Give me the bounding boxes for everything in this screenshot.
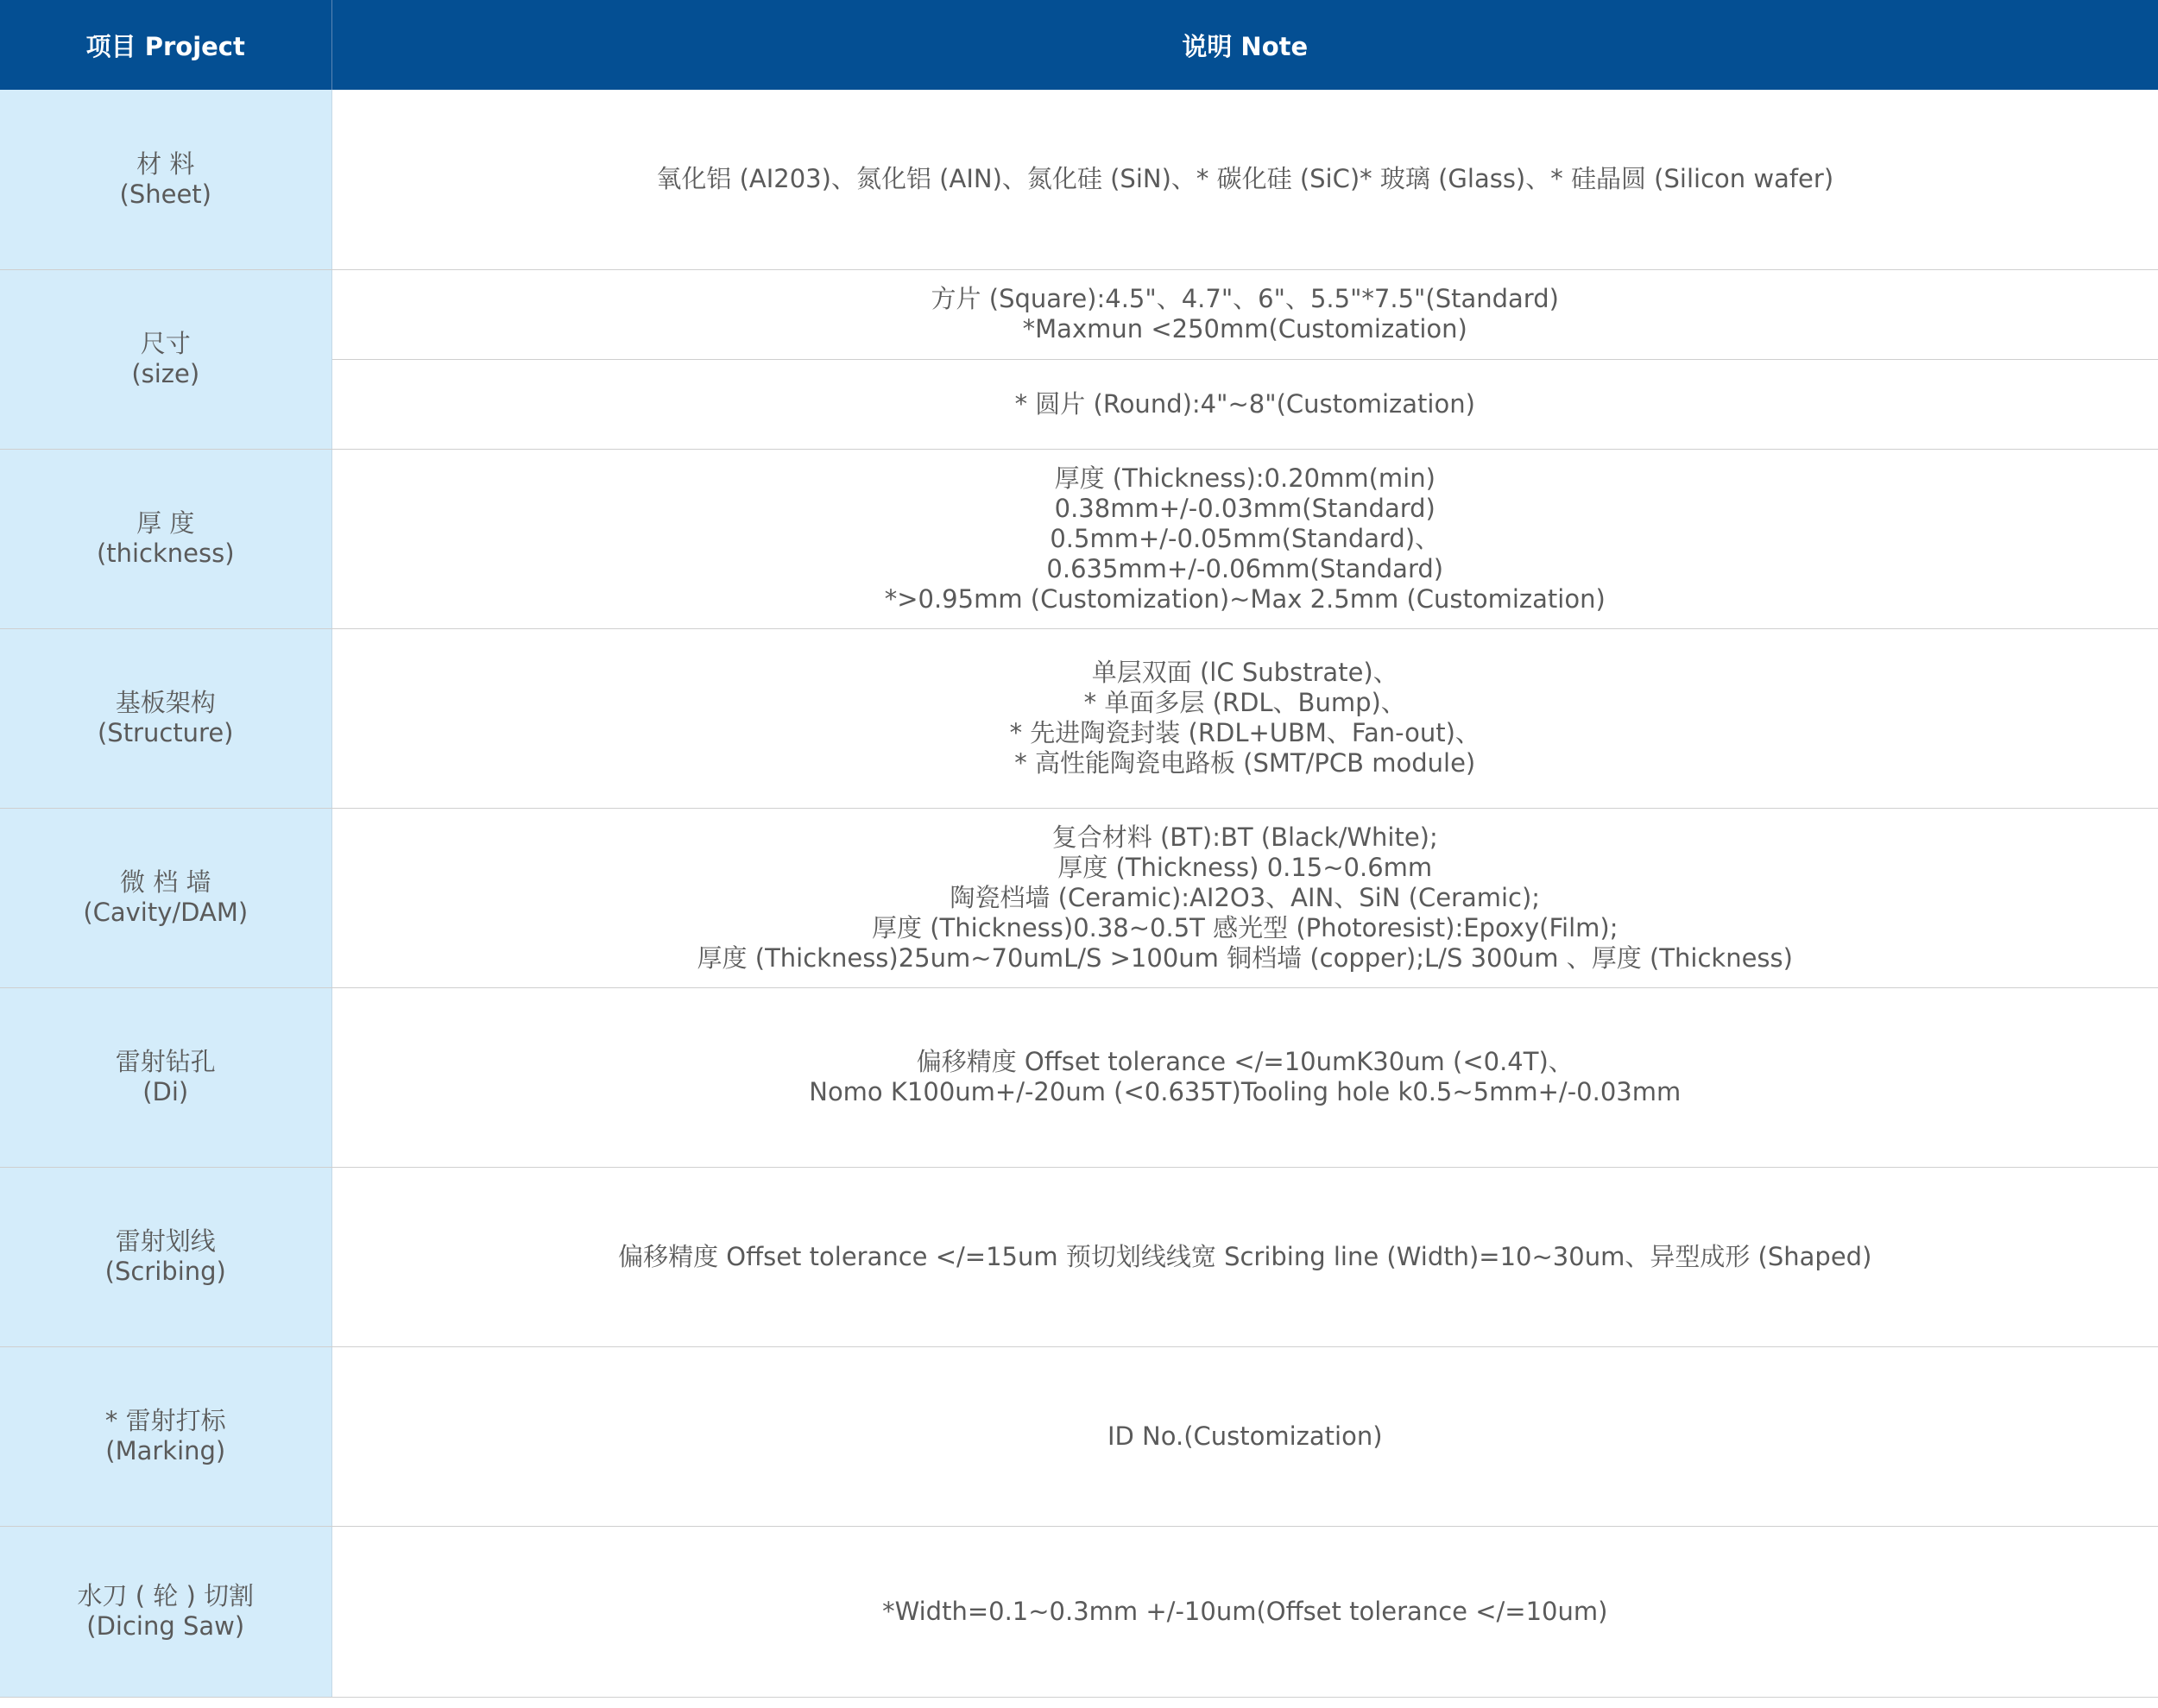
- table-row-marking: [0, 1346, 2158, 1526]
- item-label-en: (size): [131, 359, 200, 388]
- note-line: 复合材料 (BT):BT (Black/White);: [1051, 822, 1438, 852]
- note-line: 偏移精度 Offset tolerance </=15um 预切划线线宽 Scribing line (Width)=10~30um、异型成形 (Shaped): [618, 1241, 1872, 1271]
- item-cell: [0, 987, 331, 1167]
- item-cell: [0, 90, 331, 269]
- note-line: 0.38mm+/-0.03mm(Standard): [1054, 493, 1436, 523]
- item-label-en: (thickness): [96, 539, 235, 568]
- header-row: [0, 0, 2158, 90]
- note-line: * 单面多层 (RDL、Bump)、: [1083, 688, 1406, 717]
- item-cell: [0, 1346, 331, 1526]
- note-cell: [331, 1346, 2158, 1526]
- item-label-cn: 水刀 ( 轮 ) 切割: [77, 1581, 254, 1610]
- item-label-en: (Marking): [105, 1436, 226, 1465]
- table-row-dicing: [0, 1526, 2158, 1697]
- item-label-cn: 厚 度: [136, 508, 195, 538]
- note-cell: [331, 269, 2158, 359]
- table-row-scribing: [0, 1167, 2158, 1346]
- note-line: 0.5mm+/-0.05mm(Standard)、: [1050, 523, 1441, 553]
- note-line: *>0.95mm (Customization)~Max 2.5mm (Customization): [884, 583, 1606, 614]
- item-label-en: (Sheet): [119, 179, 211, 209]
- note-line: Nomo K100um+/-20um (<0.635T)Tooling hole k0.5~5mm+/-0.03mm: [809, 1077, 1682, 1106]
- item-cell: [0, 628, 331, 808]
- item-label-cn: 基板架构: [115, 688, 216, 717]
- item-cell: [0, 808, 331, 987]
- note-line: 厚度 (Thickness)0.38~0.5T 感光型 (Photoresist):Epoxy(Film);: [872, 912, 1618, 942]
- item-label-en: (Cavity/DAM): [83, 898, 249, 927]
- item-label-cn: 雷射划线: [115, 1226, 216, 1256]
- item-cell: [0, 269, 331, 449]
- item-label-en: (Dicing Saw): [86, 1611, 245, 1641]
- item-label-cn: * 雷射打标: [104, 1406, 226, 1435]
- note-cell: [331, 987, 2158, 1167]
- note-cell: [331, 359, 2158, 449]
- table-row-structure: [0, 628, 2158, 808]
- header-note: 说明 Note: [331, 0, 2158, 90]
- note-line: * 圆片 (Round):4"~8"(Customization): [1014, 388, 1475, 419]
- note-line: *Width=0.1~0.3mm +/-10um(Offset tolerance </=10um): [882, 1596, 1608, 1626]
- item-label-en: (Di): [142, 1077, 189, 1106]
- note-line: 厚度 (Thickness) 0.15~0.6mm: [1057, 852, 1433, 882]
- note-cell: [331, 449, 2158, 628]
- note-line: 氧化铝 (AI203)、氮化铝 (AIN)、氮化硅 (SiN)、* 碳化硅 (SiC)* 玻璃 (Glass)、* 硅晶圆 (Silicon wafer): [656, 164, 1834, 194]
- note-cell: [331, 90, 2158, 269]
- note-cell: [331, 1167, 2158, 1346]
- table-row-drilling: [0, 987, 2158, 1167]
- note-line: 0.635mm+/-0.06mm(Standard): [1046, 553, 1444, 583]
- note-cell: [331, 628, 2158, 808]
- table-row-sheet: [0, 90, 2158, 269]
- note-line: * 高性能陶瓷电路板 (SMT/PCB module): [1014, 748, 1476, 778]
- note-line: *Maxmun <250mm(Customization): [1022, 314, 1467, 343]
- item-cell: [0, 1526, 331, 1697]
- item-label-cn: 微 档 墙: [120, 867, 211, 897]
- note-line: 厚度 (Thickness)25um~70umL/S >100um 铜档墙 (copper);L/S 300um 、厚度 (Thickness): [697, 942, 1793, 973]
- note-line: 单层双面 (lC Substrate)、: [1091, 658, 1398, 687]
- note-line: 厚度 (Thickness):0.20mm(min): [1054, 463, 1436, 493]
- header-project: 项目 Project: [0, 0, 331, 90]
- note-line: 方片 (Square):4.5"、4.7"、6"、5.5"*7.5"(Standard): [931, 284, 1559, 313]
- note-cell: [331, 1526, 2158, 1697]
- note-line: 陶瓷档墙 (Ceramic):AI2O3、AIN、SiN (Ceramic);: [950, 882, 1541, 912]
- item-label-en: (Scribing): [104, 1257, 226, 1286]
- table-row-size: [0, 269, 2158, 359]
- item-label-cn: 尺寸: [140, 329, 191, 358]
- note-cell: [331, 808, 2158, 987]
- note-line: 偏移精度 Offset tolerance </=10umK30um (<0.4T)、: [916, 1047, 1574, 1076]
- table-row-cavity: [0, 808, 2158, 987]
- item-cell: [0, 1167, 331, 1346]
- item-label-en: (Structure): [97, 718, 234, 747]
- item-label-cn: 材 料: [136, 148, 195, 179]
- note-line: * 先进陶瓷封装 (RDL+UBM、Fan-out)、: [1009, 718, 1480, 747]
- table-row-thickness: [0, 449, 2158, 628]
- note-line: ID No.(Customization): [1107, 1421, 1383, 1451]
- item-label-cn: 雷射钻孔: [115, 1047, 216, 1076]
- item-cell: [0, 449, 331, 628]
